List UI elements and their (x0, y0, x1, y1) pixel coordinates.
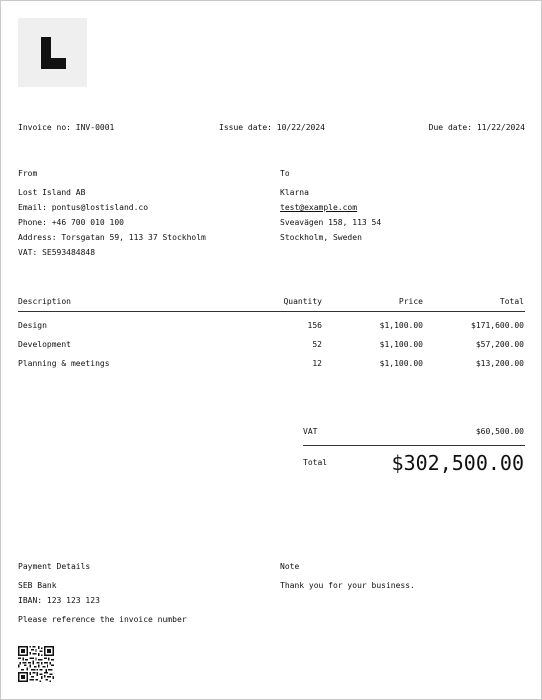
total-label: Total (303, 458, 328, 467)
from-phone: Phone: +46 700 010 100 (18, 218, 124, 227)
from-vat: VAT: SE593484848 (18, 248, 96, 257)
grand-total-value: $302,500.00 (391, 451, 524, 475)
payment-reference: Please reference the invoice number (18, 615, 187, 624)
payment-iban: IBAN: 123 123 123 (18, 596, 100, 605)
from-address: Address: Torsgatan 59, 113 37 Stockholm (18, 233, 206, 242)
invoice-number: Invoice no: INV-0001 (18, 123, 115, 132)
row-quantity: 12 (312, 359, 322, 368)
to-name: Klarna (280, 188, 309, 197)
row-price: $1,100.00 (379, 359, 423, 368)
from-heading: From (18, 169, 38, 178)
to-address-line1: Sveavägen 158, 113 54 (280, 218, 382, 227)
col-header-total: Total (499, 297, 524, 306)
row-price: $1,100.00 (379, 340, 423, 349)
to-address-line2: Stockholm, Sweden (280, 233, 362, 242)
vat-value: $60,500.00 (475, 427, 524, 436)
row-total: $171,600.00 (471, 321, 524, 330)
row-total: $13,200.00 (475, 359, 524, 368)
due-date: Due date: 11/22/2024 (428, 123, 525, 132)
payment-bank: SEB Bank (18, 581, 57, 590)
row-total: $57,200.00 (475, 340, 524, 349)
vat-label: VAT (303, 427, 318, 436)
issue-date: Issue date: 10/22/2024 (219, 123, 325, 132)
table-header-divider (18, 311, 525, 312)
row-quantity: 52 (312, 340, 322, 349)
to-heading: To (280, 169, 290, 178)
col-header-description: Description (18, 297, 71, 306)
qr-code-icon (18, 646, 54, 682)
row-description: Design (18, 321, 47, 330)
row-quantity: 156 (307, 321, 322, 330)
col-header-price: Price (398, 297, 423, 306)
summary-divider (303, 445, 525, 446)
note-text: Thank you for your business. (280, 581, 415, 590)
payment-heading: Payment Details (18, 562, 91, 571)
row-price: $1,100.00 (379, 321, 423, 330)
from-name: Lost Island AB (18, 188, 86, 197)
row-description: Planning & meetings (18, 359, 110, 368)
from-email: Email: pontus@lostisland.co (18, 203, 149, 212)
row-description: Development (18, 340, 71, 349)
company-logo (18, 18, 87, 87)
l-logo-icon (41, 37, 66, 69)
to-email-link[interactable]: test@example.com (280, 203, 358, 212)
col-header-quantity: Quantity (283, 297, 322, 306)
note-heading: Note (280, 562, 300, 571)
